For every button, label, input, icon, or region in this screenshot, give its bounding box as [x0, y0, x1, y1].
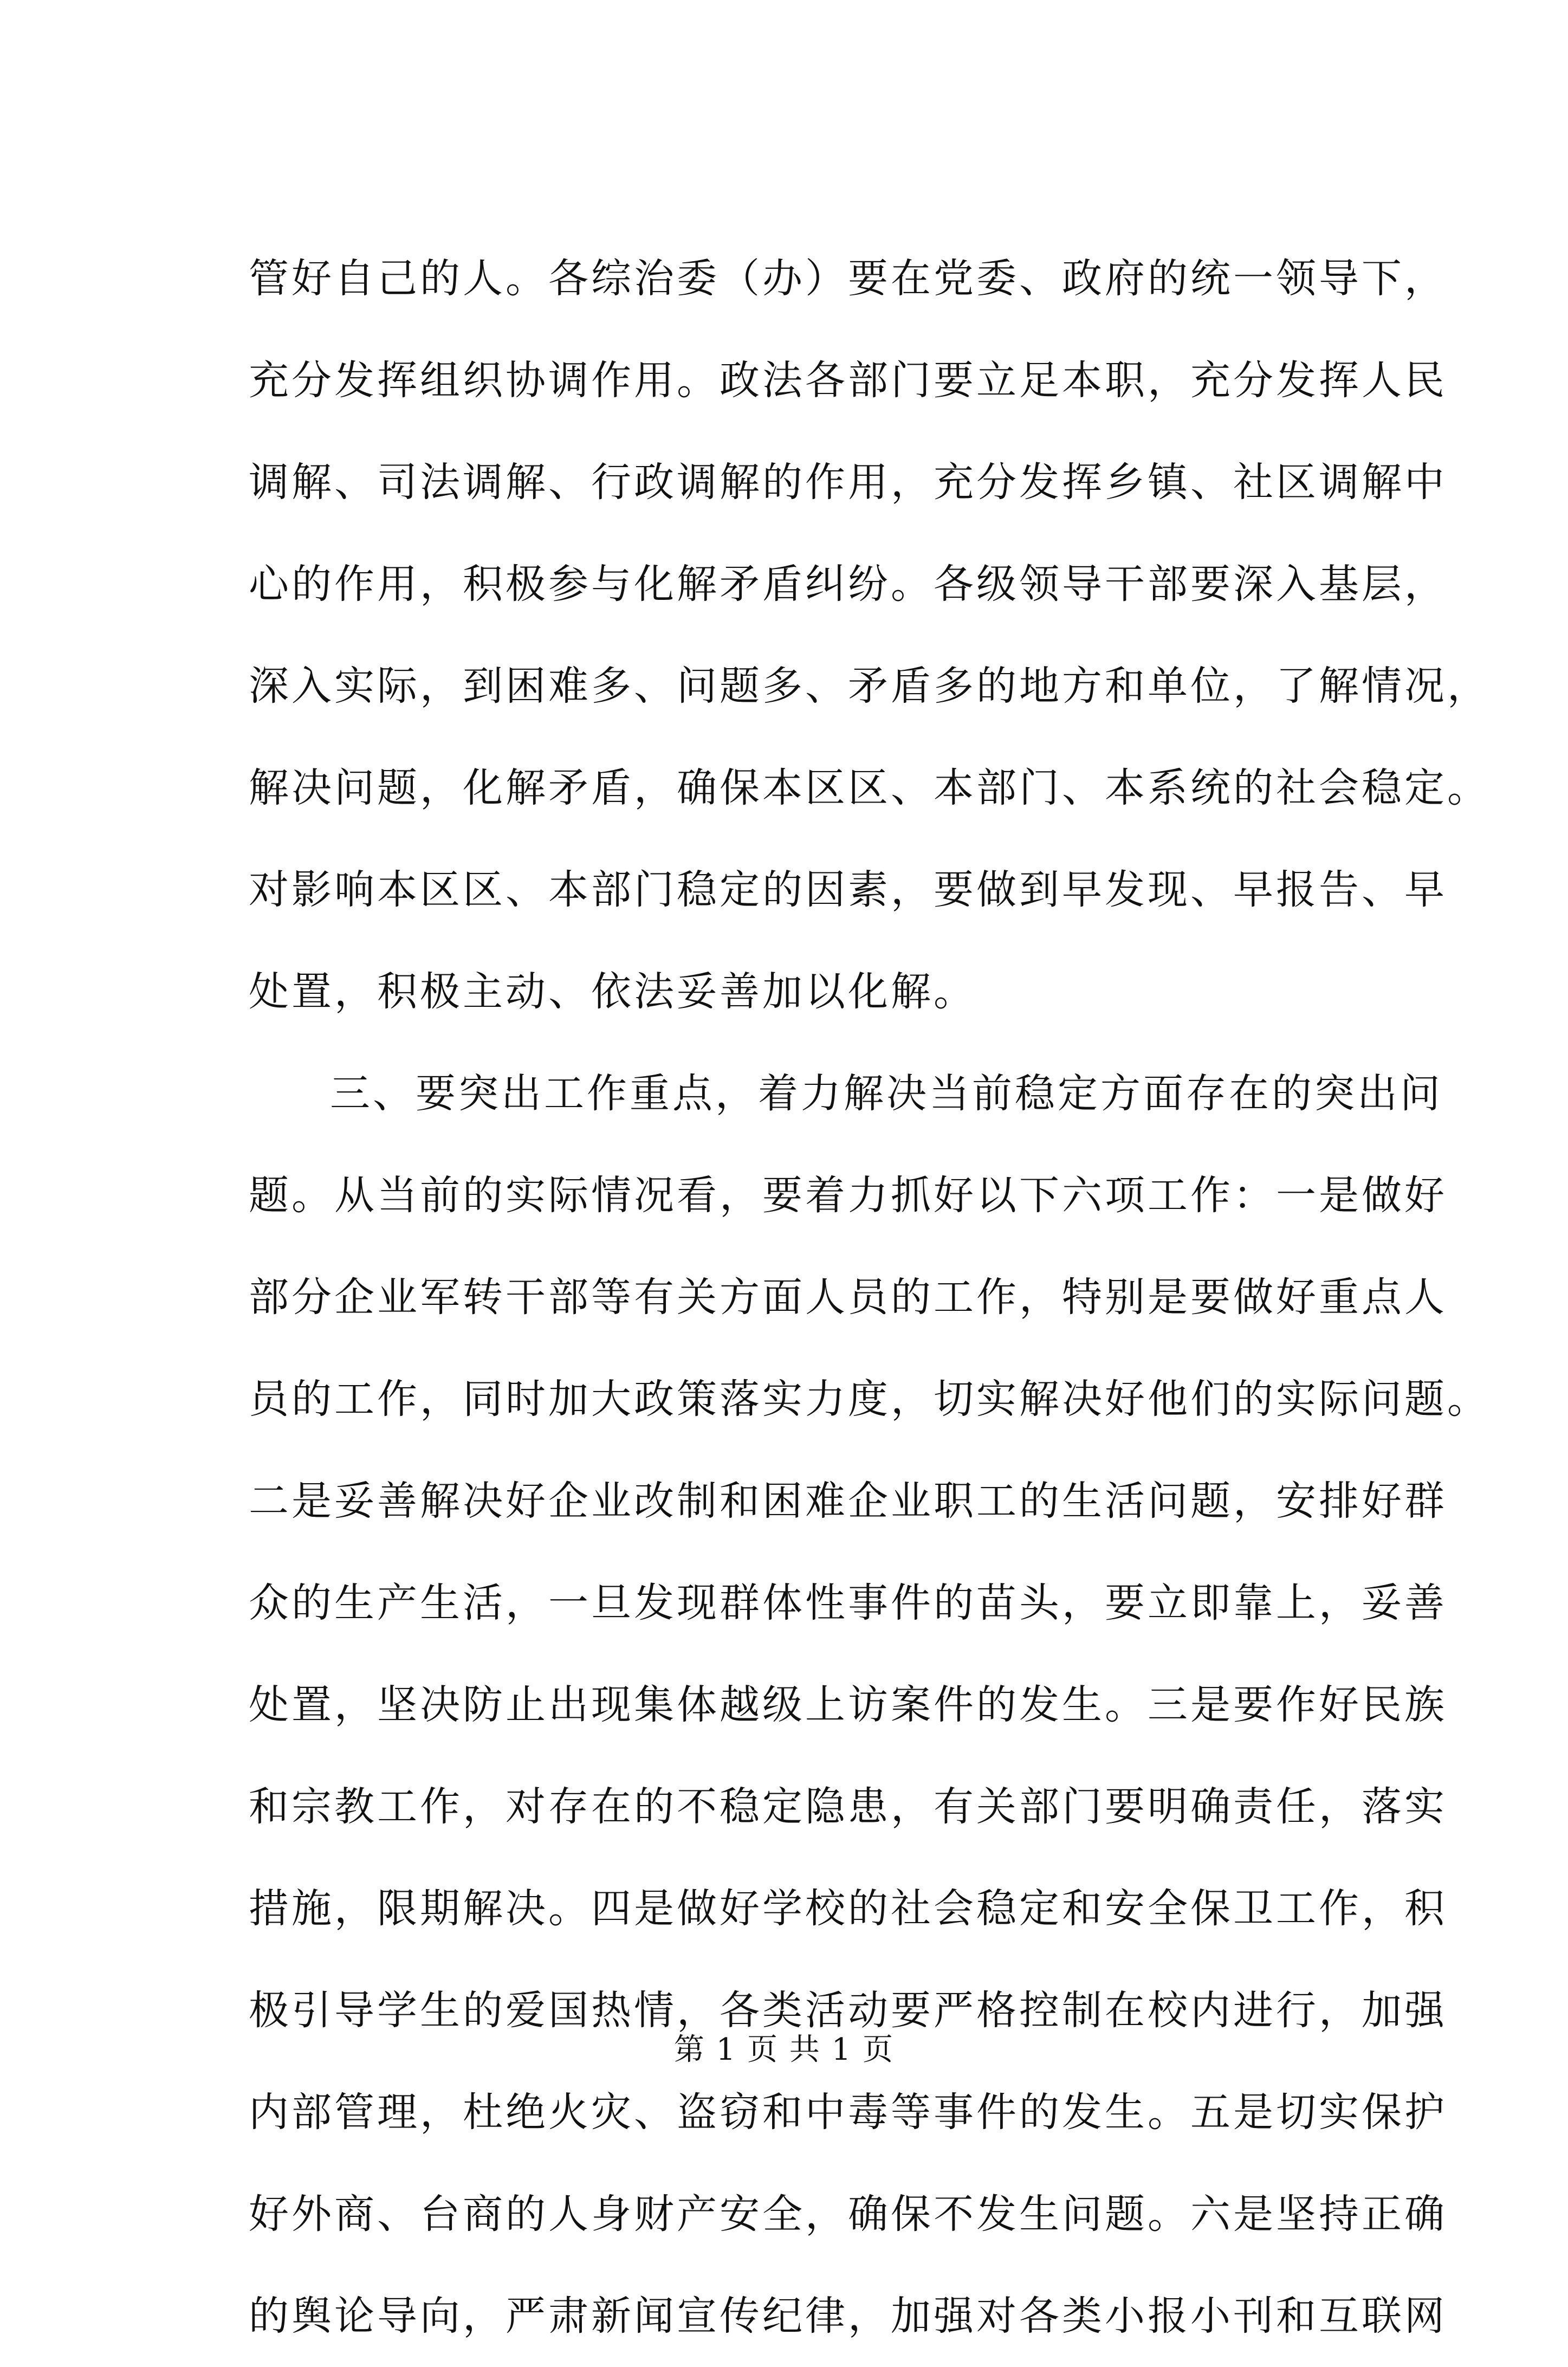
- text-line: 部分企业军转干部等有关方面人员的工作，特别是要做好重点人: [249, 1274, 1447, 1321]
- text-line: 内部管理，杜绝火灾、盗窃和中毒等事件的发生。五是切实保护: [249, 2089, 1447, 2136]
- text-line: 充分发挥组织协调作用。政法各部门要立足本职，充分发挥人民: [249, 357, 1447, 404]
- text-line: 处置，坚决防止出现集体越级上访案件的发生。三是要作好民族: [249, 1682, 1447, 1728]
- text-line: 和宗教工作，对存在的不稳定隐患，有关部门要明确责任，落实: [249, 1783, 1447, 1830]
- page-number-label: 第 1 页 共 1 页: [673, 2032, 895, 2067]
- text-line: 对影响本区区、本部门稳定的因素，要做到早发现、早报告、早: [249, 866, 1447, 913]
- text-line: 的舆论导向，严肃新闻宣传纪律，加强对各类小报小刊和互联网: [249, 2293, 1447, 2339]
- text-line: 措施，限期解决。四是做好学校的社会稳定和安全保卫工作，积: [249, 1885, 1447, 1932]
- page-footer: [0, 2031, 1568, 2069]
- text-line: 解决问题，化解矛盾，确保本区区、本部门、本系统的社会稳定。: [249, 765, 1490, 811]
- text-line: 极引导学生的爱国热情，各类活动要严格控制在校内进行，加强: [249, 1987, 1447, 2034]
- paragraph-1: [249, 228, 1490, 1043]
- text-line: 好外商、台商的人身财产安全，确保不发生问题。六是坚持正确: [249, 2191, 1447, 2237]
- text-line: 处置，积极主动、依法妥善加以化解。: [249, 968, 976, 1015]
- text-line: 深入实际，到困难多、问题多、矛盾多的地方和单位，了解情况，: [249, 663, 1490, 709]
- text-line: 调解、司法调解、行政调解的作用，充分发挥乡镇、社区调解中: [249, 459, 1447, 506]
- paragraph-2: [249, 1043, 1490, 2367]
- text-line: 众的生产生活，一旦发现群体性事件的苗头，要立即靠上，妥善: [249, 1580, 1447, 1626]
- text-line: 二是妥善解决好企业改制和困难企业职工的生活问题，安排好群: [249, 1478, 1447, 1524]
- text-line: 心的作用，积极参与化解矛盾纠纷。各级领导干部要深入基层，: [249, 561, 1447, 607]
- text-line: 三、要突出工作重点，着力解决当前稳定方面存在的突出问: [330, 1070, 1443, 1117]
- text-line: 管好自己的人。各综治委（办）要在党委、政府的统一领导下，: [249, 255, 1447, 302]
- text-line: 题。从当前的实际情况看，要着力抓好以下六项工作：一是做好: [249, 1172, 1447, 1219]
- text-line: 员的工作，同时加大政策落实力度，切实解决好他们的实际问题。: [249, 1376, 1490, 1422]
